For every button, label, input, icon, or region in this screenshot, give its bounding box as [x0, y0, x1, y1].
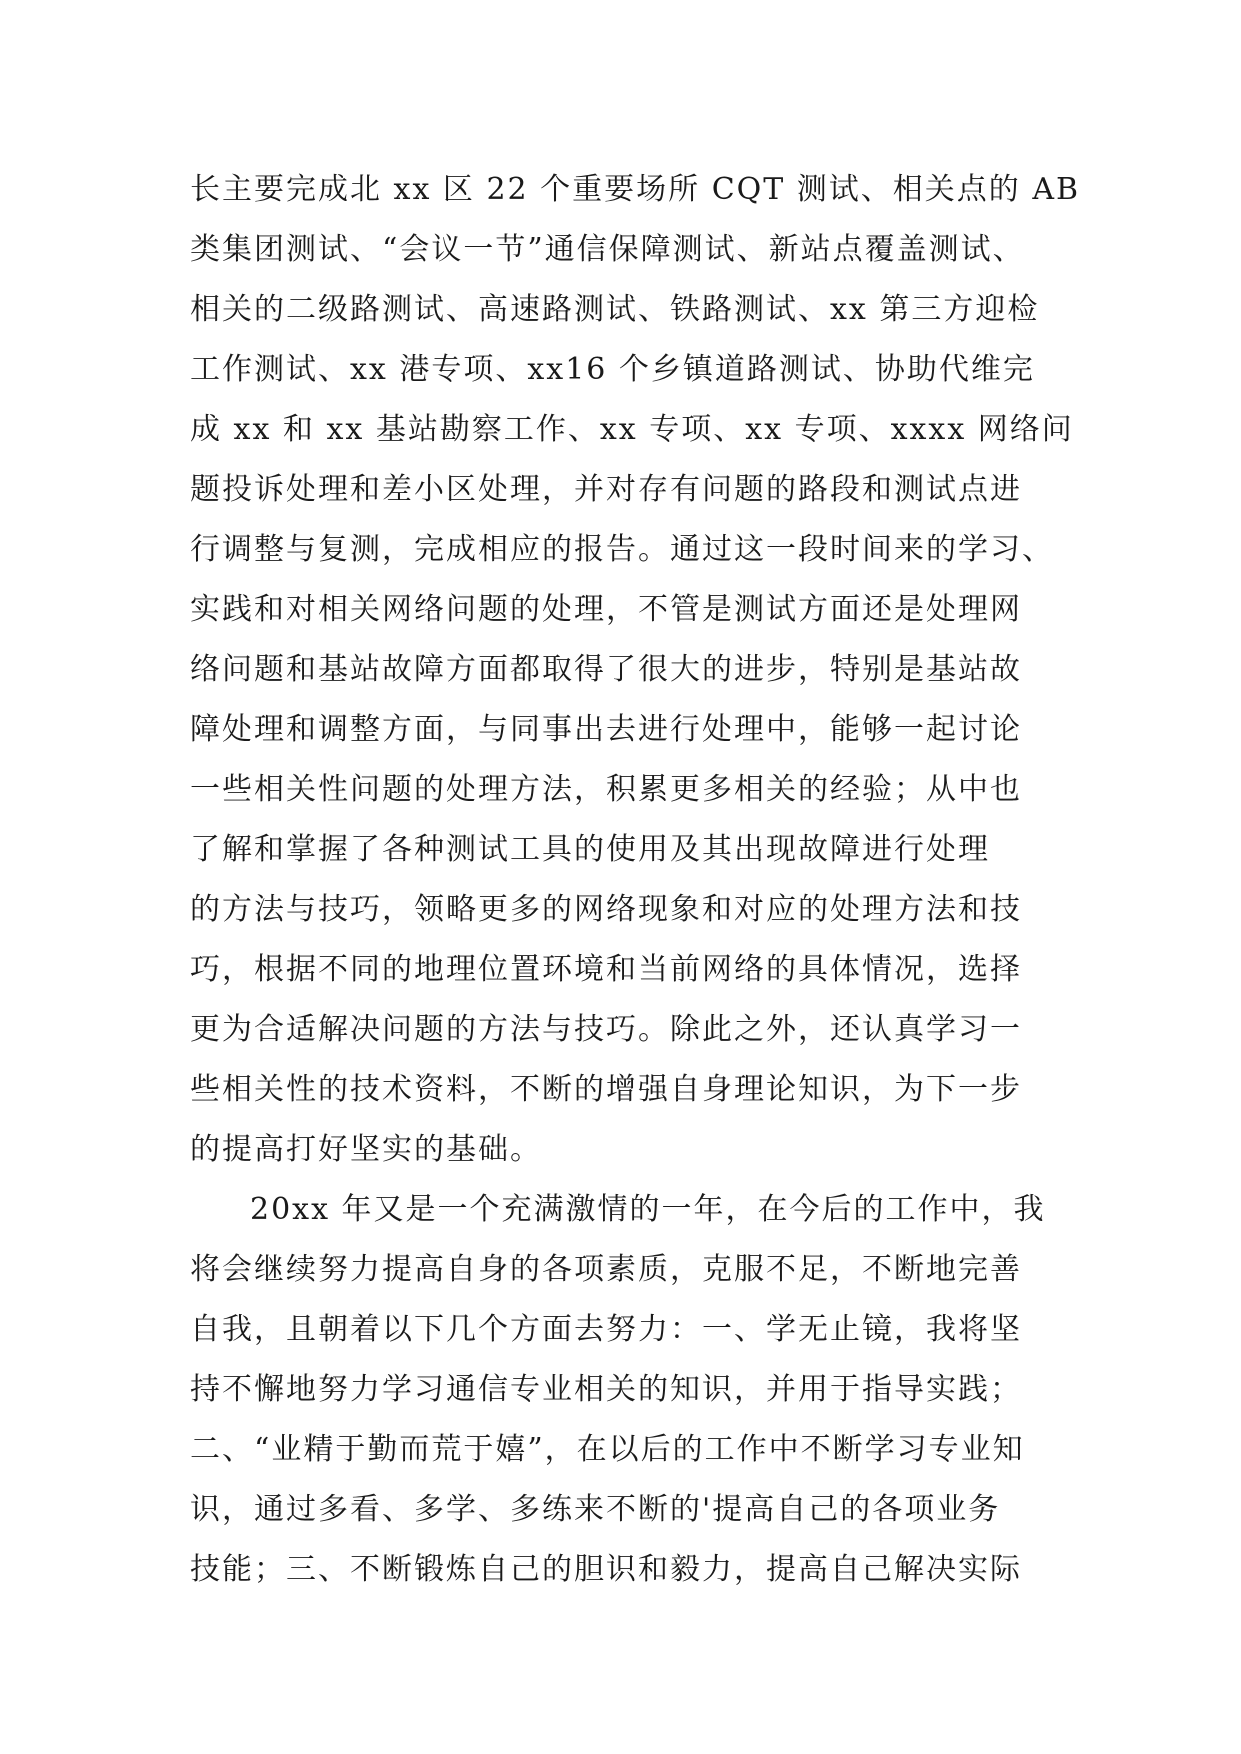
text-line: 障处理和调整方面，与同事出去进行处理中，能够一起讨论	[190, 712, 1022, 747]
text-line: 题投诉处理和差小区处理，并对存有问题的路段和测试点进	[190, 472, 1022, 507]
text-line: 巧，根据不同的地理位置环境和当前网络的具体情况，选择	[190, 952, 1022, 987]
paragraph	[190, 160, 1081, 1180]
text-line: 的提高打好坚实的基础。	[190, 1132, 542, 1167]
text-line: 自我，且朝着以下几个方面去努力：一、学无止镜，我将坚	[190, 1312, 1022, 1347]
text-line: 一些相关性问题的处理方法，积累更多相关的经验；从中也	[190, 772, 1022, 807]
text-line: 类集团测试、“会议一节”通信保障测试、新站点覆盖测试、	[190, 232, 1025, 267]
text-line: 的方法与技巧，领略更多的网络现象和对应的处理方法和技	[190, 892, 1022, 927]
paragraph	[190, 1180, 1070, 1600]
text-line: 相关的二级路测试、高速路测试、铁路测试、xx 第三方迎检	[190, 292, 1040, 327]
text-line: 实践和对相关网络问题的处理，不管是测试方面还是处理网	[190, 592, 1022, 627]
document-body	[190, 160, 1081, 1600]
text-line: 识，通过多看、多学、多练来不断的'提高自己的各项业务	[190, 1492, 1001, 1527]
text-line: 行调整与复测，完成相应的报告。通过这一段时间来的学习、	[190, 532, 1054, 567]
text-line: 长主要完成北 xx 区 22 个重要场所 CQT 测试、相关点的 AB	[190, 172, 1081, 207]
text-line: 成 xx 和 xx 基站勘察工作、xx 专项、xx 专项、xxxx 网络问	[190, 412, 1074, 447]
text-line: 技能；三、不断锻炼自己的胆识和毅力，提高自己解决实际	[190, 1552, 1022, 1587]
text-line: 些相关性的技术资料，不断的增强自身理论知识，为下一步	[190, 1072, 1022, 1107]
text-line: 将会继续努力提高自身的各项素质，克服不足，不断地完善	[190, 1252, 1022, 1287]
text-line: 20xx 年又是一个充满激情的一年，在今后的工作中，我	[250, 1192, 1046, 1227]
text-line: 了解和掌握了各种测试工具的使用及其出现故障进行处理	[190, 832, 990, 867]
text-line: 持不懈地努力学习通信专业相关的知识，并用于指导实践；	[190, 1372, 1022, 1407]
text-line: 二、“业精于勤而荒于嬉”，在以后的工作中不断学习专业知	[190, 1432, 1025, 1467]
text-line: 络问题和基站故障方面都取得了很大的进步，特别是基站故	[190, 652, 1022, 687]
text-line: 更为合适解决问题的方法与技巧。除此之外，还认真学习一	[190, 1012, 1022, 1047]
text-line: 工作测试、xx 港专项、xx16 个乡镇道路测试、协助代维完	[190, 352, 1035, 387]
